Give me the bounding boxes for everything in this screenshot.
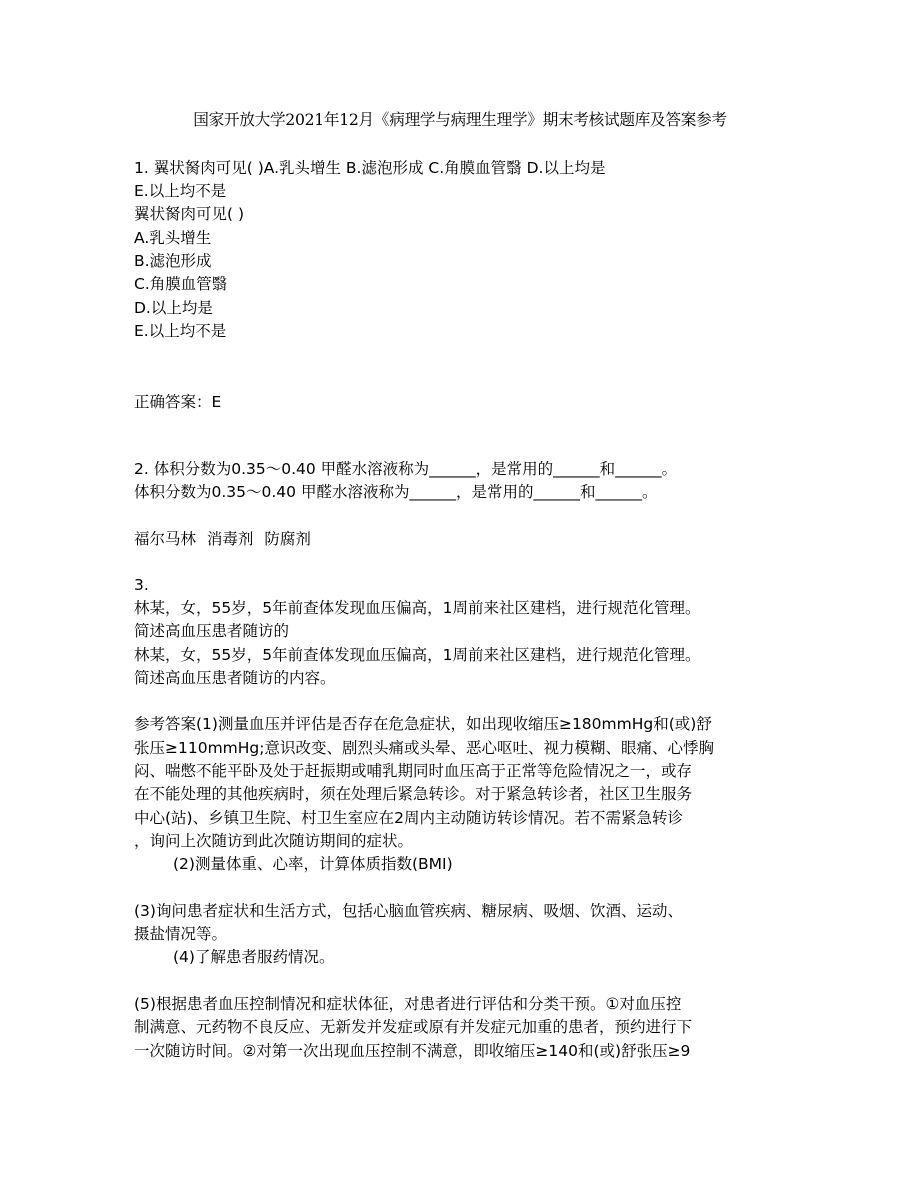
q3-heading-line: 林某，女，55岁，5年前查体发现血压偏高，1周前来社区建档，进行规范化管理。 <box>134 599 701 617</box>
q3-number: 3. <box>134 576 149 594</box>
page-title: 国家开放大学2021年12月《病理学与病理生理学》期末考核试题库及答案参考 <box>193 110 727 129</box>
q3-answer-line: ，询问上次随访到此次随访期间的症状。 <box>134 832 414 850</box>
q1-option: B.滤泡形成 <box>134 252 212 270</box>
q3-answer-line: 一次随访时间。②对第一次出现血压控制不满意，即收缩压≥140和(或)舒张压≥9 <box>134 1042 691 1060</box>
q3-answer-line: (3)询问患者症状和生活方式，包括心脑血管疾病、糖尿病、吸烟、饮酒、运动、 <box>134 902 683 920</box>
q2-answer: 福尔马林 消毒剂 防腐剂 <box>134 530 311 548</box>
q3-answer-line: (4)了解患者服药情况。 <box>173 948 335 966</box>
q1-answer: 正确答案：E <box>134 393 222 411</box>
q1-option: D.以上均是 <box>134 299 213 317</box>
q3-answer-line: (2)测量体重、心率，计算体质指数(BMI) <box>173 855 453 873</box>
q3-stem-line: 简述高血压患者随访的内容。 <box>134 669 336 687</box>
q3-heading-line: 简述高血压患者随访的 <box>134 622 290 640</box>
q3-answer-line: 中心(站)、乡镇卫生院、村卫生室应在2周内主动随访转诊情况。若不需紧急转诊 <box>134 809 683 827</box>
q1-option: E.以上均不是 <box>134 322 227 340</box>
q3-answer-line: 制满意、元药物不良反应、无新发并发症或原有并发症元加重的患者，预约进行下 <box>134 1018 693 1036</box>
q3-answer-line: 参考答案(1)测量血压并评估是否存在危急症状，如出现收缩压≥180mmHg和(或)舒 <box>134 715 712 733</box>
q1-option: A.乳头增生 <box>134 229 212 247</box>
q3-answer-line: 闷、喘憋不能平卧及处于赶振期或哺乳期同时血压高于正常等危险情况之一，或存 <box>134 762 693 780</box>
q1-heading: 1. 翼状胬肉可见( )A.乳头增生 B.滤泡形成 C.角膜血管翳 D.以上均是 <box>134 159 606 177</box>
q2-stem: 体积分数为0.35～0.40 甲醛水溶液称为______，是常用的______和______。 <box>134 483 658 501</box>
q3-stem-line: 林某，女，55岁，5年前查体发现血压偏高，1周前来社区建档，进行规范化管理。 <box>134 646 701 664</box>
q3-answer-line: (5)根据患者血压控制情况和症状体征，对患者进行评估和分类干预。①对血压控 <box>134 995 682 1013</box>
q3-answer-line: 摄盐情况等。 <box>134 925 228 943</box>
q1-stem: 翼状胬肉可见( ) <box>134 205 245 223</box>
q3-answer-line: 在不能处理的其他疾病时，须在处理后紧急转诊。对于紧急转诊者，社区卫生服务 <box>134 785 693 803</box>
q1-option: C.角膜血管翳 <box>134 275 228 293</box>
q3-answer-line: 张压≥110mmHg;意识改变、剧烈头痛或头晕、恶心呕吐、视力模糊、眼痛、心悸胸 <box>134 739 714 757</box>
q1-heading-cont: E.以上均不是 <box>134 182 227 200</box>
q2-heading: 2. 体积分数为0.35～0.40 甲醛水溶液称为______，是常用的______和______。 <box>134 460 678 478</box>
